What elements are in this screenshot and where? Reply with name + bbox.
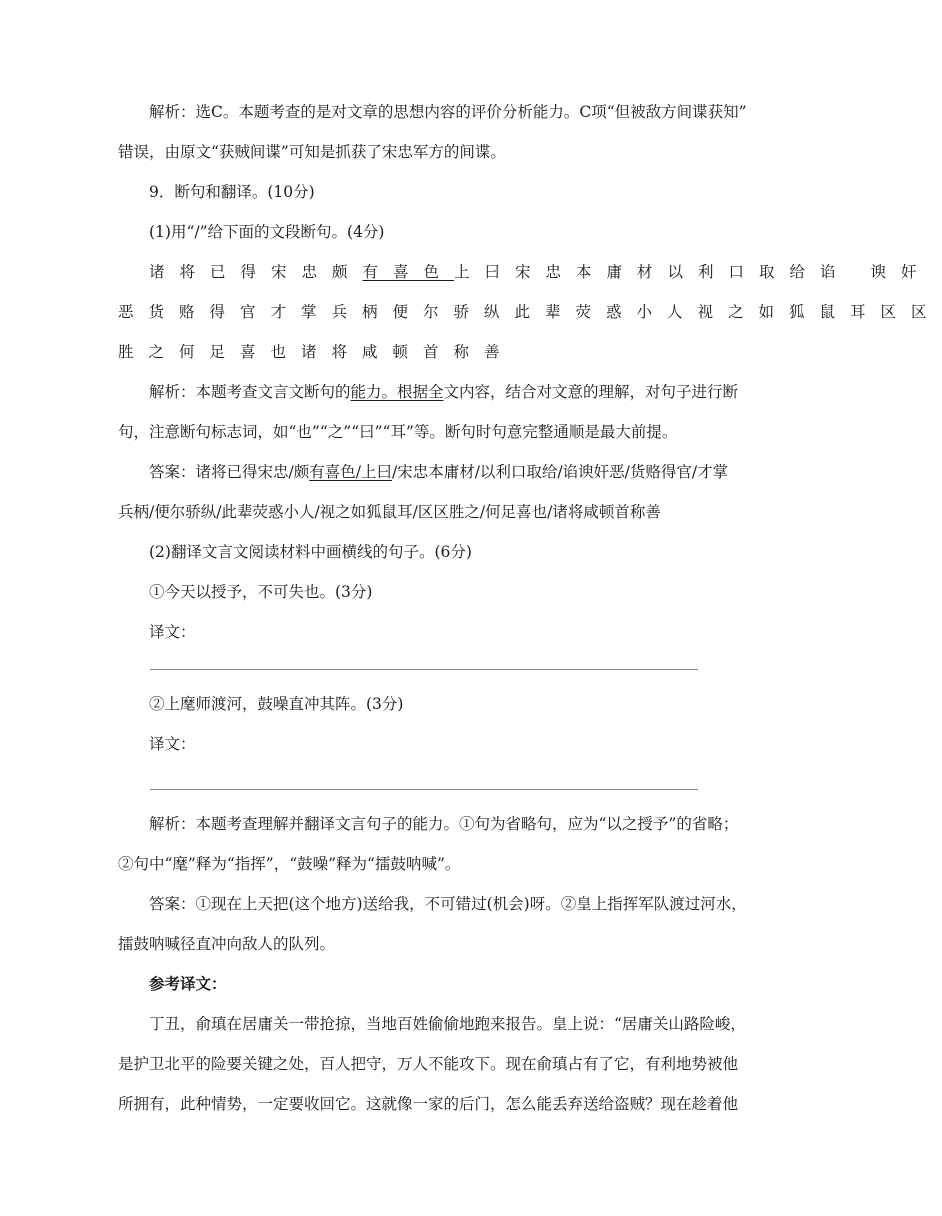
answer-line-1[interactable] bbox=[150, 669, 698, 670]
analysis-9-1-line-1: 解析：本题考查文言文断句的能力。根据全文内容，结合对文意的理解，对句子进行断 bbox=[149, 383, 739, 401]
sentence-2: ②上麾师渡河，鼓噪直冲其阵。(3分) bbox=[149, 695, 404, 713]
reference-line-3: 所拥有，此种情势，一定要收回它。这就像一家的后门，怎么能丢弃送给盗贼？现在趁着他 bbox=[118, 1095, 739, 1113]
underlined-phrase: 有喜色/上曰 bbox=[309, 463, 392, 481]
underlined-phrase: 有喜色 bbox=[362, 263, 455, 281]
reference-translation-heading: 参考译文： bbox=[149, 974, 227, 993]
question-9-1-title: (1)用“/”给下面的文段断句。(4分) bbox=[149, 223, 385, 241]
question-9-title: 9．断句和翻译。(10分) bbox=[149, 183, 315, 201]
answer-9-2-line-1: 答案：①现在上天把(这个地方)送给我，不可错过(机会)呀。②皇上指挥军队渡过河水， bbox=[149, 895, 747, 913]
underlined-phrase: 能力。根据全 bbox=[350, 383, 444, 401]
answer-9-1-line-2: 兵柄/便尔骄纵/此辈荧惑小人/视之如狐鼠耳/区区胜之/何足喜也/诸将咸顿首称善 bbox=[118, 503, 661, 521]
sentence-1: ①今天以授予，不可失也。(3分) bbox=[149, 583, 373, 601]
answer-9-1-line-1: 答案：诸将已得宋忠/颇有喜色/上曰/宋忠本庸材/以利口取给/谄谀奸恶/货赂得官/才掌 bbox=[149, 463, 729, 481]
analysis-9-2-line-2: ②句中“麾”释为“指挥”，“鼓噪”释为“擂鼓呐喊”。 bbox=[118, 855, 461, 873]
answer-line-2[interactable] bbox=[150, 789, 698, 790]
reference-line-2: 是护卫北平的险要关键之处，百人把守，万人不能攻下。现在俞瑱占有了它，有利地势被他 bbox=[118, 1055, 739, 1073]
translation-label-1: 译文： bbox=[149, 623, 196, 641]
classical-text-line-2: 恶货赂得官才掌兵柄便尔骄纵此辈荧惑小人视之如狐鼠耳区区 bbox=[118, 303, 942, 321]
question-9-2-title: (2)翻译文言文阅读材料中画横线的句子。(6分) bbox=[149, 543, 472, 561]
analysis-8-line-1: 解析：选C。本题考查的是对文章的思想内容的评价分析能力。C项“但被敌方间谍获知” bbox=[149, 103, 747, 121]
analysis-9-2-line-1: 解析：本题考查理解并翻译文言句子的能力。①句为省略句，应为“以之授予”的省略； bbox=[149, 815, 739, 833]
answer-9-2-line-2: 擂鼓呐喊径直冲向敌人的队列。 bbox=[118, 935, 336, 953]
analysis-8-line-2: 错误，由原文“获贼间谍”可知是抓获了宋忠军方的间谍。 bbox=[118, 143, 506, 161]
classical-text-line-3: 胜之何足喜也诸将咸顿首称善 bbox=[118, 343, 515, 361]
translation-label-2: 译文： bbox=[149, 735, 196, 753]
classical-text-line-1: 诸将已得宋忠颇有喜色上曰宋忠本庸材以利口取给谄 谀奸 bbox=[149, 263, 932, 281]
reference-line-1: 丁丑，俞瑱在居庸关一带抢掠，当地百姓偷偷地跑来报告。皇上说：“居庸关山路险峻， bbox=[149, 1015, 746, 1033]
analysis-9-1-line-2: 句，注意断句标志词，如“也”“之”“曰”“耳”等。断句时句意完整通顺是最大前提。 bbox=[118, 423, 678, 441]
